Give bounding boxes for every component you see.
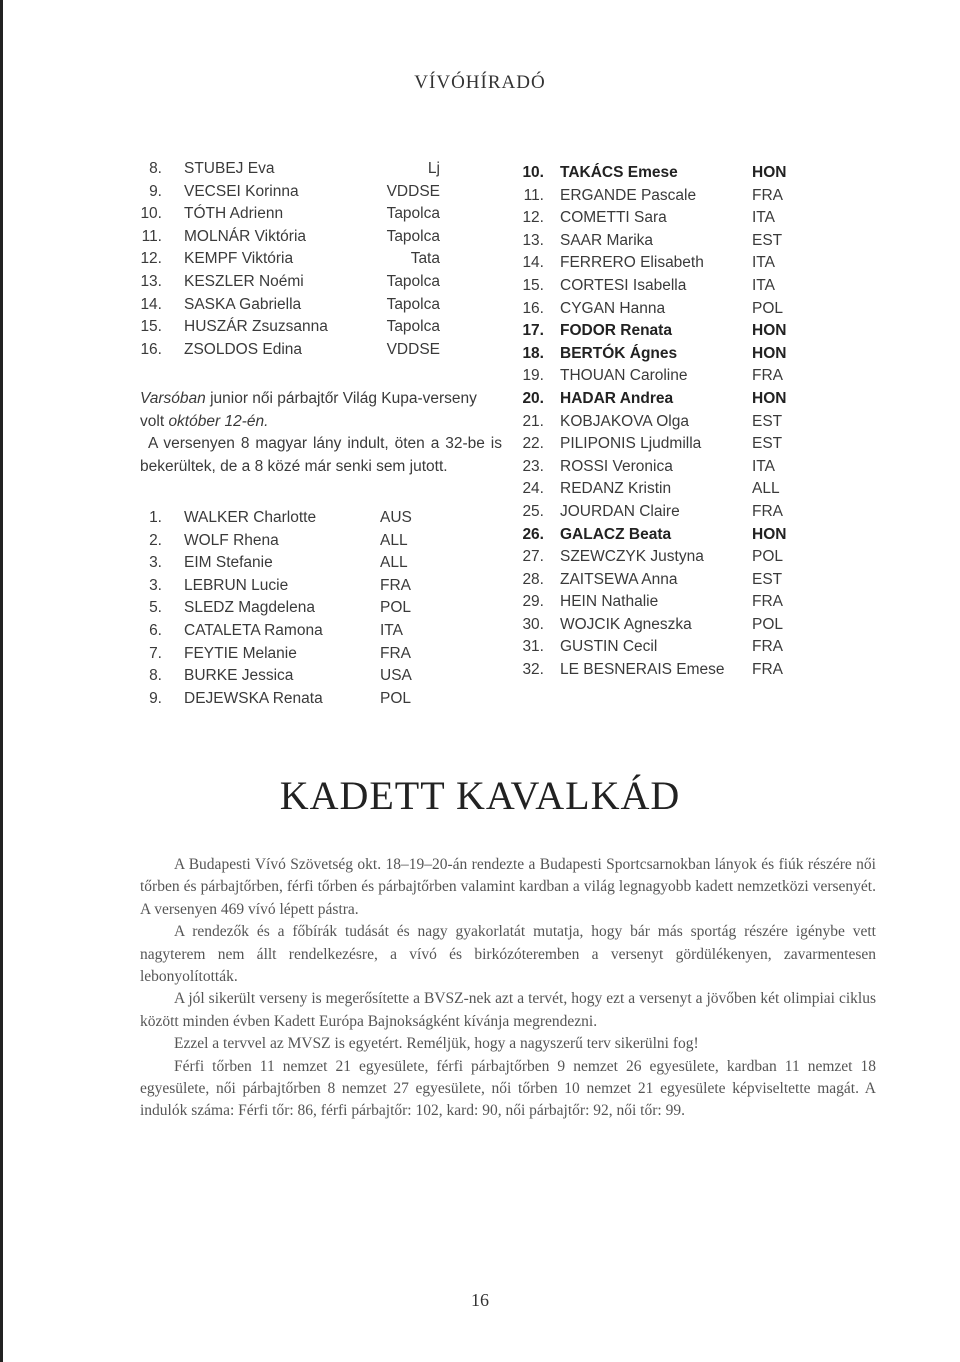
result-row bbox=[512, 343, 792, 366]
article-paragraph: Ezzel a tervvel az MVSZ is egyetért. Reméljük, hogy a nagyszerű terv sikerülni fog! bbox=[174, 1035, 699, 1053]
athlete-name: SLEDZ Magdelena bbox=[184, 599, 315, 617]
report-date: október 12-én. bbox=[168, 412, 269, 430]
result-row bbox=[512, 298, 792, 321]
nationality: EST bbox=[752, 231, 783, 249]
result-row bbox=[140, 688, 440, 711]
article-body bbox=[140, 854, 876, 1123]
rank-number: 13. bbox=[522, 231, 544, 249]
rank-number: 9. bbox=[149, 689, 162, 707]
nationality: POL bbox=[752, 615, 784, 633]
result-row bbox=[140, 294, 440, 317]
rank-number: 16. bbox=[522, 299, 544, 317]
nationality: HON bbox=[752, 389, 787, 407]
report-location: Varsóban bbox=[140, 390, 206, 407]
athlete-name: REDANZ Kristin bbox=[560, 480, 672, 498]
club-name: Tapolca bbox=[386, 272, 440, 290]
result-row bbox=[140, 643, 440, 666]
result-row bbox=[140, 339, 440, 362]
result-row bbox=[512, 659, 792, 682]
athlete-name: ERGANDE Pascale bbox=[560, 186, 697, 204]
nationality: ALL bbox=[752, 480, 780, 498]
nationality: ITA bbox=[752, 209, 775, 227]
report-line: junior női párbajtőr Világ Kupa-verseny volt bbox=[140, 390, 477, 430]
result-row bbox=[512, 501, 792, 524]
rank-number: 24. bbox=[522, 480, 544, 498]
result-row bbox=[512, 388, 792, 411]
athlete-name: MOLNÁR Viktória bbox=[184, 227, 307, 245]
nationality: POL bbox=[752, 548, 784, 566]
result-row bbox=[512, 230, 792, 253]
result-row bbox=[512, 275, 792, 298]
rank-number: 11. bbox=[523, 186, 544, 204]
rank-number: 32. bbox=[522, 661, 544, 679]
rank-number: 12. bbox=[140, 250, 162, 268]
club-results-list bbox=[140, 158, 440, 361]
nationality: HON bbox=[752, 164, 787, 181]
rank-number: 8. bbox=[149, 667, 162, 685]
nationality: FRA bbox=[752, 186, 783, 204]
rank-number: 11. bbox=[141, 227, 162, 245]
article-paragraph: A Budapesti Vívó Szövetség okt. 18–19–20-án rendezte a Budapesti Sportcsarnokban lányok és fiúk részére női tőrben és párbajtőrben, férfi tőrben és párbajtőrben valamint kardban a világ legnagyobb kadett nemzetközi versenyét. A versenyen 469 vívó lépett pástra. bbox=[140, 856, 876, 918]
result-row bbox=[512, 636, 792, 659]
rank-number: 14. bbox=[140, 295, 162, 313]
rank-number: 23. bbox=[522, 457, 544, 475]
rank-number: 18. bbox=[522, 344, 544, 362]
rank-number: 21. bbox=[522, 412, 544, 430]
article-paragraph: Férfi tőrben 11 nemzet 21 egyesülete, férfi párbajtőrben 9 nemzet 26 egyesülete, kardban 11 nemzet 18 egyesülete, női párbajtőrben 8 nemzet 27 egyesülete, női tőrben 10 nemzet 21 egyesülete képviseltette magát. A indulók száma: Férfi tőr: 86, férfi párbajtőr: 102, kard: 90, női párbajtőr: 92, női tőr: 99. bbox=[140, 1057, 876, 1120]
rank-number: 5. bbox=[149, 599, 162, 617]
rank-number: 6. bbox=[149, 621, 162, 639]
nationality: ALL bbox=[380, 554, 408, 572]
athlete-name: KEMPF Viktória bbox=[184, 250, 294, 268]
athlete-name: BERTÓK Ágnes bbox=[560, 344, 678, 362]
result-row bbox=[512, 478, 792, 501]
athlete-name: FERRERO Elisabeth bbox=[560, 254, 704, 272]
athlete-name: THOUAN Caroline bbox=[560, 367, 688, 385]
result-row bbox=[140, 203, 440, 226]
result-row bbox=[140, 158, 440, 181]
athlete-name: ZAITSEWA Anna bbox=[560, 570, 678, 588]
club-name: Tapolca bbox=[386, 295, 440, 313]
nationality: POL bbox=[380, 599, 412, 617]
world-cup-results-continued bbox=[512, 162, 792, 682]
nationality: EST bbox=[752, 412, 783, 430]
result-row bbox=[140, 530, 440, 553]
nationality: FRA bbox=[752, 367, 783, 385]
result-row bbox=[512, 185, 792, 208]
rank-number: 27. bbox=[522, 548, 544, 566]
rank-number: 22. bbox=[522, 435, 544, 453]
page-edge bbox=[0, 0, 3, 1362]
result-row bbox=[512, 591, 792, 614]
athlete-name: COMETTI Sara bbox=[560, 209, 667, 227]
result-row bbox=[140, 316, 440, 339]
athlete-name: FEYTIE Melanie bbox=[184, 644, 297, 662]
athlete-name: PILIPONIS Ljudmilla bbox=[560, 435, 702, 453]
athlete-name: SASKA Gabriella bbox=[184, 295, 302, 313]
nationality: FRA bbox=[752, 638, 783, 656]
athlete-name: EIM Stefanie bbox=[184, 554, 273, 572]
rank-number: 29. bbox=[522, 593, 544, 611]
athlete-name: JOURDAN Claire bbox=[560, 502, 680, 520]
result-row bbox=[140, 620, 440, 643]
rank-number: 30. bbox=[522, 615, 544, 633]
athlete-name: HADAR Andrea bbox=[560, 389, 674, 407]
nationality: ITA bbox=[752, 254, 775, 272]
athlete-name: ROSSI Veronica bbox=[560, 457, 673, 475]
nationality: ITA bbox=[752, 457, 775, 475]
rank-number: 28. bbox=[522, 570, 544, 588]
nationality: HON bbox=[752, 344, 787, 362]
rank-number: 3. bbox=[149, 554, 162, 572]
club-name: Tapolca bbox=[386, 227, 440, 245]
page-header: VÍVÓHÍRADÓ bbox=[414, 72, 546, 93]
nationality: POL bbox=[752, 299, 784, 317]
result-row bbox=[512, 252, 792, 275]
result-row bbox=[512, 456, 792, 479]
report-paragraph bbox=[140, 388, 502, 478]
nationality: ITA bbox=[752, 276, 775, 294]
rank-number: 1. bbox=[149, 509, 162, 526]
result-row bbox=[512, 433, 792, 456]
result-row bbox=[140, 271, 440, 294]
result-row bbox=[140, 552, 440, 575]
article-paragraph: A rendezők és a főbírák tudását és nagy gyakorlatát mutatja, hogy bár más sportág részére igénybe vett nagyterem nem állt rendelkezésre, a vívó és birkózóteremben a versenyt gördülékenyen, zavarmentesen lebonyolították. bbox=[140, 923, 876, 986]
nationality: HON bbox=[752, 322, 787, 340]
athlete-name: WOLF Rhena bbox=[184, 531, 279, 549]
rank-number: 15. bbox=[140, 318, 162, 336]
athlete-name: HUSZÁR Zsuzsanna bbox=[184, 318, 328, 336]
result-row bbox=[512, 546, 792, 569]
rank-number: 8. bbox=[149, 160, 162, 177]
page-number: 16 bbox=[471, 1290, 489, 1310]
athlete-name: LE BESNERAIS Emese bbox=[560, 661, 725, 679]
athlete-name: KESZLER Noémi bbox=[184, 272, 304, 290]
rank-number: 26. bbox=[522, 525, 544, 543]
athlete-name: STUBEJ Eva bbox=[184, 160, 275, 177]
nationality: EST bbox=[752, 435, 783, 453]
nationality: FRA bbox=[380, 644, 411, 662]
athlete-name: CYGAN Hanna bbox=[560, 299, 666, 317]
rank-number: 3. bbox=[149, 576, 162, 594]
result-row bbox=[512, 569, 792, 592]
result-row bbox=[140, 665, 440, 688]
athlete-name: SAAR Marika bbox=[560, 231, 654, 249]
nationality: POL bbox=[380, 689, 412, 707]
rank-number: 20. bbox=[522, 389, 544, 407]
athlete-name: KOBJAKOVA Olga bbox=[560, 412, 689, 430]
club-name: VDDSE bbox=[386, 340, 440, 358]
athlete-name: CORTESI Isabella bbox=[560, 276, 687, 294]
result-row bbox=[512, 207, 792, 230]
nationality: FRA bbox=[752, 502, 783, 520]
club-name: Tata bbox=[410, 250, 440, 268]
rank-number: 16. bbox=[140, 340, 162, 358]
result-row bbox=[512, 614, 792, 637]
nationality: FRA bbox=[380, 576, 411, 594]
result-row bbox=[512, 320, 792, 343]
athlete-name: TAKÁCS Emese bbox=[560, 164, 678, 181]
nationality: FRA bbox=[752, 661, 783, 679]
rank-number: 14. bbox=[522, 254, 544, 272]
athlete-name: BURKE Jessica bbox=[184, 667, 294, 685]
nationality: AUS bbox=[380, 509, 412, 526]
rank-number: 15. bbox=[522, 276, 544, 294]
result-row bbox=[512, 162, 792, 185]
rank-number: 19. bbox=[522, 367, 544, 385]
rank-number: 12. bbox=[522, 209, 544, 227]
result-row bbox=[140, 181, 440, 204]
athlete-name: LEBRUN Lucie bbox=[184, 576, 289, 594]
rank-number: 10. bbox=[522, 164, 544, 181]
club-name: VDDSE bbox=[386, 182, 440, 200]
rank-number: 7. bbox=[149, 644, 162, 662]
athlete-name: ZSOLDOS Edina bbox=[184, 340, 303, 358]
athlete-name: WALKER Charlotte bbox=[184, 509, 317, 526]
result-row bbox=[512, 365, 792, 388]
result-row bbox=[512, 411, 792, 434]
result-row bbox=[140, 507, 440, 530]
athlete-name: GALACZ Beata bbox=[560, 525, 672, 543]
nationality: HON bbox=[752, 525, 787, 543]
result-row bbox=[512, 524, 792, 547]
club-name: Tapolca bbox=[386, 205, 440, 223]
result-row bbox=[140, 248, 440, 271]
nationality: ITA bbox=[380, 621, 403, 639]
rank-number: 25. bbox=[522, 502, 544, 520]
article-title: KADETT KAVALKÁD bbox=[279, 773, 681, 818]
rank-number: 10. bbox=[140, 205, 162, 223]
athlete-name: HEIN Nathalie bbox=[560, 593, 659, 611]
nationality: USA bbox=[380, 667, 412, 685]
athlete-name: SZEWCZYK Justyna bbox=[560, 548, 704, 566]
athlete-name: CATALETA Ramona bbox=[184, 621, 323, 639]
rank-number: 9. bbox=[149, 182, 162, 200]
athlete-name: WOJCIK Agneszka bbox=[560, 615, 692, 633]
rank-number: 17. bbox=[522, 322, 544, 340]
athlete-name: DEJEWSKA Renata bbox=[184, 689, 323, 707]
nationality: ALL bbox=[380, 531, 408, 549]
rank-number: 31. bbox=[522, 638, 544, 656]
article-paragraph: A jól sikerült verseny is megerősítette a BVSZ-nek azt a tervét, hogy ezt a versenyt a jövőben két olimpiai ciklus között minden évben Kadett Európa Bajnokságként kívánja megrendezni. bbox=[140, 990, 876, 1030]
result-row bbox=[140, 575, 440, 598]
nationality: EST bbox=[752, 570, 783, 588]
rank-number: 13. bbox=[140, 272, 162, 290]
club-name: Tapolca bbox=[386, 318, 440, 336]
athlete-name: GUSTIN Cecil bbox=[560, 638, 658, 656]
athlete-name: TÓTH Adrienn bbox=[184, 205, 284, 223]
report-text: A versenyen 8 magyar lány indult, öten a 32-be is bekerültek, de a 8 közé már senki sem jutott. bbox=[140, 435, 502, 475]
rank-number: 2. bbox=[149, 531, 162, 549]
result-row bbox=[140, 226, 440, 249]
club-name: Lj bbox=[427, 160, 440, 177]
world-cup-results-list bbox=[140, 507, 440, 710]
nationality: FRA bbox=[752, 593, 783, 611]
athlete-name: VECSEI Korinna bbox=[184, 182, 299, 200]
athlete-name: FODOR Renata bbox=[560, 322, 672, 340]
result-row bbox=[140, 597, 440, 620]
